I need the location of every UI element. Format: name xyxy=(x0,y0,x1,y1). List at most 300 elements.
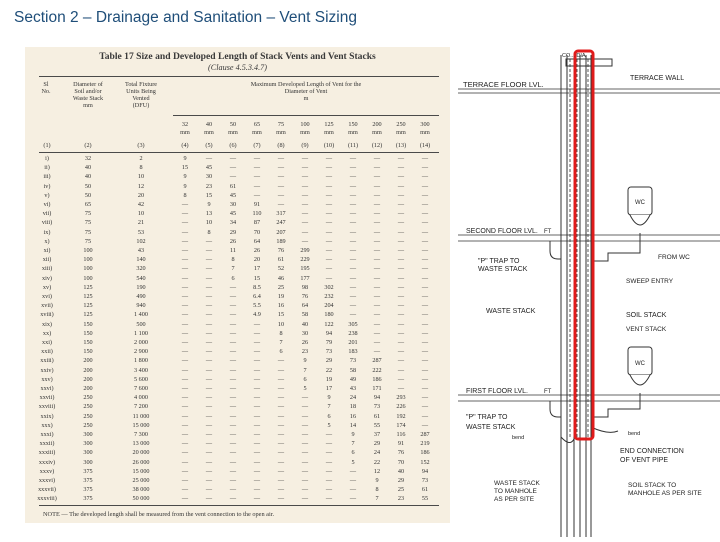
vent-size-header: 50 xyxy=(229,121,237,128)
table-cell: — xyxy=(301,210,309,218)
table-cell: 15 000 xyxy=(132,421,150,429)
terrace-wall-label: TERRACE WALL xyxy=(630,75,685,82)
table-cell: — xyxy=(349,311,357,319)
table-cell: — xyxy=(421,320,429,328)
vent-size-header: 65 xyxy=(253,121,261,128)
table-cell: — xyxy=(181,431,189,438)
table-cell: 177 xyxy=(300,274,310,282)
table-cell: 500 xyxy=(136,320,146,328)
header-text: mm xyxy=(83,102,93,109)
table-cell: — xyxy=(349,155,357,162)
table-cell: 8.5 xyxy=(253,283,261,291)
table-cell: — xyxy=(325,274,333,282)
table-cell: — xyxy=(181,237,189,245)
table-cell: — xyxy=(373,311,381,319)
table-cell: — xyxy=(253,467,261,475)
table-cell: — xyxy=(301,173,309,181)
table-cell: — xyxy=(397,201,405,208)
column-number: (14) xyxy=(419,142,431,149)
table-cell: 300 xyxy=(83,440,93,448)
table-cell: 7 xyxy=(351,440,355,448)
table-cell: — xyxy=(373,228,381,236)
table-cell: — xyxy=(397,366,405,374)
table-cell: 300 xyxy=(83,431,93,438)
table-cell: 55 xyxy=(421,495,429,503)
table-cell: 40 xyxy=(397,467,405,475)
table-cell: 7 600 xyxy=(134,385,148,392)
table-cell: — xyxy=(325,201,333,208)
table-top-rule xyxy=(39,76,439,77)
table-cell: — xyxy=(325,265,333,273)
table-cell: — xyxy=(349,201,357,208)
table-cell: 100 xyxy=(83,265,93,273)
table-bottom-rule xyxy=(39,505,439,506)
table-cell: — xyxy=(349,486,357,494)
header-text: Diameter of Vent xyxy=(284,88,328,95)
table-cell: 116 xyxy=(396,431,406,438)
table-cell: 102 xyxy=(136,237,146,245)
column-number: (6) xyxy=(229,142,237,149)
table-cell: — xyxy=(277,412,285,420)
table-cell: — xyxy=(229,283,237,291)
column-number: (5) xyxy=(205,142,213,149)
table-cell: — xyxy=(229,339,237,346)
vent-unit-header: mm xyxy=(396,129,406,136)
row-serial: v) xyxy=(44,191,50,199)
table-cell: 204 xyxy=(324,302,334,310)
table-cell: — xyxy=(229,412,237,420)
table-cell: — xyxy=(301,394,309,402)
table-cell: — xyxy=(205,477,213,484)
slide-title: Section 2 – Drainage and Sanitation – Vent Sizing xyxy=(14,9,357,26)
table-cell: 9 xyxy=(207,201,211,208)
row-serial: xxxii) xyxy=(39,440,55,448)
table-cell: — xyxy=(205,265,213,273)
table-note: NOTE — The developed length shall be measured from the vent connection to the open air. xyxy=(43,511,275,518)
table-cell: — xyxy=(397,237,405,245)
table-cell: — xyxy=(205,458,213,466)
table-cell: — xyxy=(397,191,405,199)
table-cell: — xyxy=(349,283,357,291)
table-cell: — xyxy=(421,302,429,310)
table-cell: — xyxy=(205,348,213,356)
table-cell: 195 xyxy=(300,265,310,273)
header-text: Units Being xyxy=(126,88,156,95)
table-cell: — xyxy=(397,256,405,264)
table-cell: — xyxy=(277,440,285,448)
table-cell: — xyxy=(397,320,405,328)
table-cell: — xyxy=(277,155,285,162)
table-cell: — xyxy=(397,164,405,172)
table-cell: — xyxy=(373,302,381,310)
table-cell: 287 xyxy=(420,431,430,438)
table-cell: 540 xyxy=(136,274,146,282)
row-serial: xxviii) xyxy=(38,403,56,411)
table-cell: 12 xyxy=(137,182,145,190)
table-cell: 5 xyxy=(303,385,307,392)
table-cell: 150 xyxy=(83,320,93,328)
row-serial: xii) xyxy=(42,256,52,264)
column-number: (2) xyxy=(84,142,92,149)
wc-lower-label: WC xyxy=(635,361,645,367)
row-serial: xxvii) xyxy=(39,394,55,402)
table-cell: 250 xyxy=(83,394,93,402)
table-cell: — xyxy=(205,486,213,494)
table-cell: — xyxy=(229,403,237,411)
table-subtitle: (Clause 4.5.3.4.7) xyxy=(208,63,267,72)
table-cell: — xyxy=(373,348,381,356)
table-cell: 73 xyxy=(373,403,381,411)
table-cell: — xyxy=(397,228,405,236)
table-cell: — xyxy=(373,329,381,337)
table-cell: 5 600 xyxy=(134,375,148,383)
row-serial: xxi) xyxy=(42,339,52,346)
table-cell: — xyxy=(421,228,429,236)
table-cell: — xyxy=(229,164,237,172)
table-cell: 20 xyxy=(253,256,261,264)
column-number: (10) xyxy=(323,142,335,149)
table-cell: — xyxy=(373,293,381,300)
table-cell: — xyxy=(229,320,237,328)
table-cell: — xyxy=(421,329,429,337)
table-cell: 13 000 xyxy=(132,440,150,448)
table-cell: — xyxy=(277,182,285,190)
end-connection-label: END CONNECTION OF VENT PIPE xyxy=(620,448,684,464)
table-cell: 58 xyxy=(349,366,357,374)
table-cell: — xyxy=(277,164,285,172)
table-cell: 100 xyxy=(83,256,93,264)
row-serial: xxxviii) xyxy=(37,495,57,503)
header-text: Sl xyxy=(43,81,49,88)
table-cell: 19 xyxy=(325,375,333,383)
table-cell: — xyxy=(325,191,333,199)
table-cell: — xyxy=(253,173,261,181)
table-cell: — xyxy=(229,477,237,484)
table-cell: — xyxy=(349,293,357,300)
table-cell: — xyxy=(205,302,213,310)
wc-upper-shape xyxy=(592,187,652,261)
table-cell: — xyxy=(325,155,333,162)
ft-upper-label: FT xyxy=(544,229,552,235)
table-cell: — xyxy=(229,329,237,337)
table-cell: — xyxy=(181,329,189,337)
table-cell: 200 xyxy=(83,375,93,383)
top-diameter-label: CO... DIA. xyxy=(562,53,588,59)
table-cell: 490 xyxy=(136,293,146,300)
table-cell: — xyxy=(421,403,429,411)
table-cell: 300 xyxy=(83,449,93,457)
table-cell: — xyxy=(301,431,309,438)
vent-size-header: 125 xyxy=(324,121,334,128)
header-text: Waste Stack xyxy=(72,95,104,102)
table-cell: — xyxy=(181,274,189,282)
table-cell: — xyxy=(181,458,189,466)
table-cell: — xyxy=(205,495,213,503)
table-cell: — xyxy=(277,403,285,411)
table-cell: 2 900 xyxy=(134,348,148,356)
table-cell: 1 100 xyxy=(134,329,148,337)
table-cell: — xyxy=(277,375,285,383)
row-serial: vi) xyxy=(43,201,51,208)
table-cell: 18 xyxy=(349,403,357,411)
table-cell: — xyxy=(205,320,213,328)
table-cell: — xyxy=(205,329,213,337)
table-cell: 94 xyxy=(373,394,381,402)
second-floor-label: SECOND FLOOR LVL. xyxy=(466,228,538,235)
terrace-floor-label: TERRACE FLOOR LVL. xyxy=(463,80,544,89)
table-cell: 19 xyxy=(277,293,285,300)
table-cell: — xyxy=(205,311,213,319)
table-cell: — xyxy=(373,247,381,254)
table-cell: — xyxy=(373,237,381,245)
table-cell: — xyxy=(229,385,237,392)
table-cell: — xyxy=(229,155,237,162)
table-cell: — xyxy=(229,449,237,457)
table-cell: 9 xyxy=(183,182,187,190)
table-cell: — xyxy=(373,173,381,181)
table-cell: — xyxy=(397,247,405,254)
bend-right-label: bend xyxy=(628,431,641,437)
table-cell: 52 xyxy=(277,265,285,273)
table-cell: — xyxy=(277,366,285,374)
table-cell: 150 xyxy=(83,339,93,346)
waste-stack-lower-label: WASTE STACK TO MANHOLE AS PER SITE xyxy=(494,480,540,503)
column-number: (3) xyxy=(137,142,145,149)
table-cell: 125 xyxy=(83,311,93,319)
column-number: (1) xyxy=(43,142,51,149)
table-cell: — xyxy=(205,385,213,392)
vent-unit-header: mm xyxy=(300,129,310,136)
table-cell: 42 xyxy=(137,201,145,208)
terrace-wall-shape xyxy=(566,59,612,66)
table-cell: 7 200 xyxy=(134,403,148,411)
table-cell: — xyxy=(301,403,309,411)
table-cell: — xyxy=(325,449,333,457)
table-cell: 23 xyxy=(205,182,213,190)
table-cell: — xyxy=(253,329,261,337)
table-cell: — xyxy=(277,357,285,365)
table-cell: — xyxy=(325,486,333,494)
row-serial: xxx) xyxy=(41,421,53,429)
table-cell: — xyxy=(253,477,261,484)
table-cell: — xyxy=(397,385,405,392)
table-cell: — xyxy=(277,191,285,199)
table-cell: 98 xyxy=(301,283,309,291)
table-cell: 9 xyxy=(183,173,187,181)
table-cell: — xyxy=(205,412,213,420)
table-cell: 73 xyxy=(421,477,429,484)
table-cell: 7 300 xyxy=(134,431,148,438)
table-cell: 15 xyxy=(181,164,189,172)
vent-size-header: 250 xyxy=(396,121,406,128)
table-cell: 64 xyxy=(253,237,261,245)
table-cell: 61 xyxy=(229,182,237,190)
header-fixture-units xyxy=(115,81,167,109)
table-cell: 32 xyxy=(84,155,92,162)
table-cell: — xyxy=(277,431,285,438)
table-cell: 200 xyxy=(83,357,93,365)
table-cell: — xyxy=(349,256,357,264)
header-text: (DFU) xyxy=(132,102,150,109)
table-cell: 16 xyxy=(277,302,285,310)
table-cell: — xyxy=(301,467,309,475)
header-text: m xyxy=(303,95,309,102)
table-cell: 13 xyxy=(205,210,213,218)
table-cell: — xyxy=(229,458,237,466)
header-sub-rule xyxy=(173,115,439,116)
table-cell: 100 xyxy=(83,247,93,254)
vent-unit-header: mm xyxy=(276,129,286,136)
table-cell: — xyxy=(277,449,285,457)
table-cell: — xyxy=(421,265,429,273)
table-cell: 10 xyxy=(137,173,145,181)
vent-unit-header: mm xyxy=(204,129,214,136)
table-cell: 61 xyxy=(373,412,381,420)
table-cell: 186 xyxy=(372,375,382,383)
table-cell: 26 xyxy=(301,339,309,346)
table-cell: — xyxy=(181,412,189,420)
table-cell: 46 xyxy=(277,274,285,282)
table-cell: — xyxy=(373,274,381,282)
table-cell: 8 xyxy=(279,329,283,337)
table-cell: 250 xyxy=(83,403,93,411)
table-cell: — xyxy=(205,421,213,429)
table-cell: 14 xyxy=(349,421,357,429)
table-cell: — xyxy=(325,219,333,227)
vent-size-header: 100 xyxy=(300,121,310,128)
table-cell: 79 xyxy=(325,339,333,346)
table-cell: — xyxy=(397,357,405,365)
table-cell: — xyxy=(205,375,213,383)
row-serial: xxxv) xyxy=(39,467,55,475)
table-cell: 87 xyxy=(253,219,261,227)
table-cell: 34 xyxy=(229,219,237,227)
table-cell: 6 xyxy=(327,412,331,420)
table-cell: — xyxy=(253,440,261,448)
row-serial: xiii) xyxy=(41,265,53,273)
table-cell: — xyxy=(325,477,333,484)
table-cell: — xyxy=(397,219,405,227)
table-cell: — xyxy=(325,247,333,254)
row-serial: xxiv) xyxy=(40,366,54,374)
table-cell: 180 xyxy=(324,311,334,319)
table-cell: 222 xyxy=(372,366,382,374)
table-cell: — xyxy=(421,339,429,346)
table-cell: 43 xyxy=(137,247,145,254)
header-max-length xyxy=(175,81,437,102)
table-cell: 11 000 xyxy=(132,412,150,420)
table-cell: 40 xyxy=(84,173,92,181)
table-cell: — xyxy=(397,375,405,383)
table-cell: 375 xyxy=(83,467,93,475)
table-cell: 17 xyxy=(253,265,261,273)
table-cell: — xyxy=(229,293,237,300)
table-cell: — xyxy=(397,173,405,181)
vent-unit-header: mm xyxy=(252,129,262,136)
table-cell: — xyxy=(277,201,285,208)
table-cell: — xyxy=(397,311,405,319)
column-number: (13) xyxy=(395,142,407,149)
table-cell: — xyxy=(397,265,405,273)
table-cell: 5 xyxy=(351,458,355,466)
table-cell: — xyxy=(373,191,381,199)
header-text: Vented xyxy=(132,95,150,102)
row-serial: xi) xyxy=(43,247,51,254)
vent-unit-header: mm xyxy=(180,129,190,136)
table-cell: — xyxy=(229,302,237,310)
table-cell: 7 xyxy=(303,366,307,374)
row-serial: ix) xyxy=(43,228,51,236)
from-wc-label: FROM WC xyxy=(658,254,690,261)
table-cell: — xyxy=(397,210,405,218)
table-cell: — xyxy=(229,467,237,475)
table-cell: 20 000 xyxy=(132,449,150,457)
bend-right-shape xyxy=(591,427,618,432)
table-cell: 9 xyxy=(351,431,355,438)
table-cell: 26 xyxy=(253,247,261,254)
vent-stack-label: VENT STACK xyxy=(626,326,667,333)
table-cell: — xyxy=(325,237,333,245)
table-cell: 4.9 xyxy=(253,311,261,319)
table-cell: 207 xyxy=(276,228,286,236)
table-cell: 247 xyxy=(276,219,286,227)
row-serial: xxv) xyxy=(41,375,53,383)
vent-stack-diagram xyxy=(458,47,720,537)
table-cell: — xyxy=(205,237,213,245)
table-cell: — xyxy=(181,477,189,484)
header-text: Total Fixture xyxy=(124,81,158,88)
table-cell: 75 xyxy=(84,228,92,236)
column-number: (11) xyxy=(347,142,359,149)
vent-size-header: 200 xyxy=(372,121,382,128)
table-cell: — xyxy=(373,265,381,273)
vent-size-header: 300 xyxy=(420,121,430,128)
row-serial: xvii) xyxy=(41,302,53,310)
table-cell: — xyxy=(397,302,405,310)
row-serial: xv) xyxy=(42,283,52,291)
p-trap-upper-shape xyxy=(550,241,561,259)
table-cell: 45 xyxy=(229,191,237,199)
table-cell: 11 xyxy=(230,247,236,254)
table-cell: 24 xyxy=(373,449,381,457)
table-cell: — xyxy=(325,182,333,190)
table-cell: 8 xyxy=(183,191,187,199)
table-cell: — xyxy=(301,201,309,208)
table-cell: — xyxy=(205,403,213,411)
table-cell: 305 xyxy=(348,320,358,328)
table-cell: — xyxy=(229,348,237,356)
table-cell: 8 xyxy=(231,256,235,264)
table-cell: 110 xyxy=(252,210,262,218)
table-cell: — xyxy=(229,495,237,503)
table-cell: — xyxy=(181,385,189,392)
table-cell: — xyxy=(301,421,309,429)
table-cell: — xyxy=(325,495,333,503)
row-serial: xxxvii) xyxy=(38,486,56,494)
table-cell: — xyxy=(301,182,309,190)
table-cell: 2 000 xyxy=(134,339,148,346)
table-cell: 61 xyxy=(277,256,285,264)
vent-size-header: 40 xyxy=(205,121,213,128)
table-cell: — xyxy=(181,219,189,227)
table-cell: — xyxy=(205,274,213,282)
table-cell: 30 xyxy=(301,329,309,337)
table-cell: — xyxy=(373,256,381,264)
table-cell: — xyxy=(373,210,381,218)
table-cell: — xyxy=(349,182,357,190)
table-cell: 6 xyxy=(303,375,307,383)
table-cell: — xyxy=(421,247,429,254)
